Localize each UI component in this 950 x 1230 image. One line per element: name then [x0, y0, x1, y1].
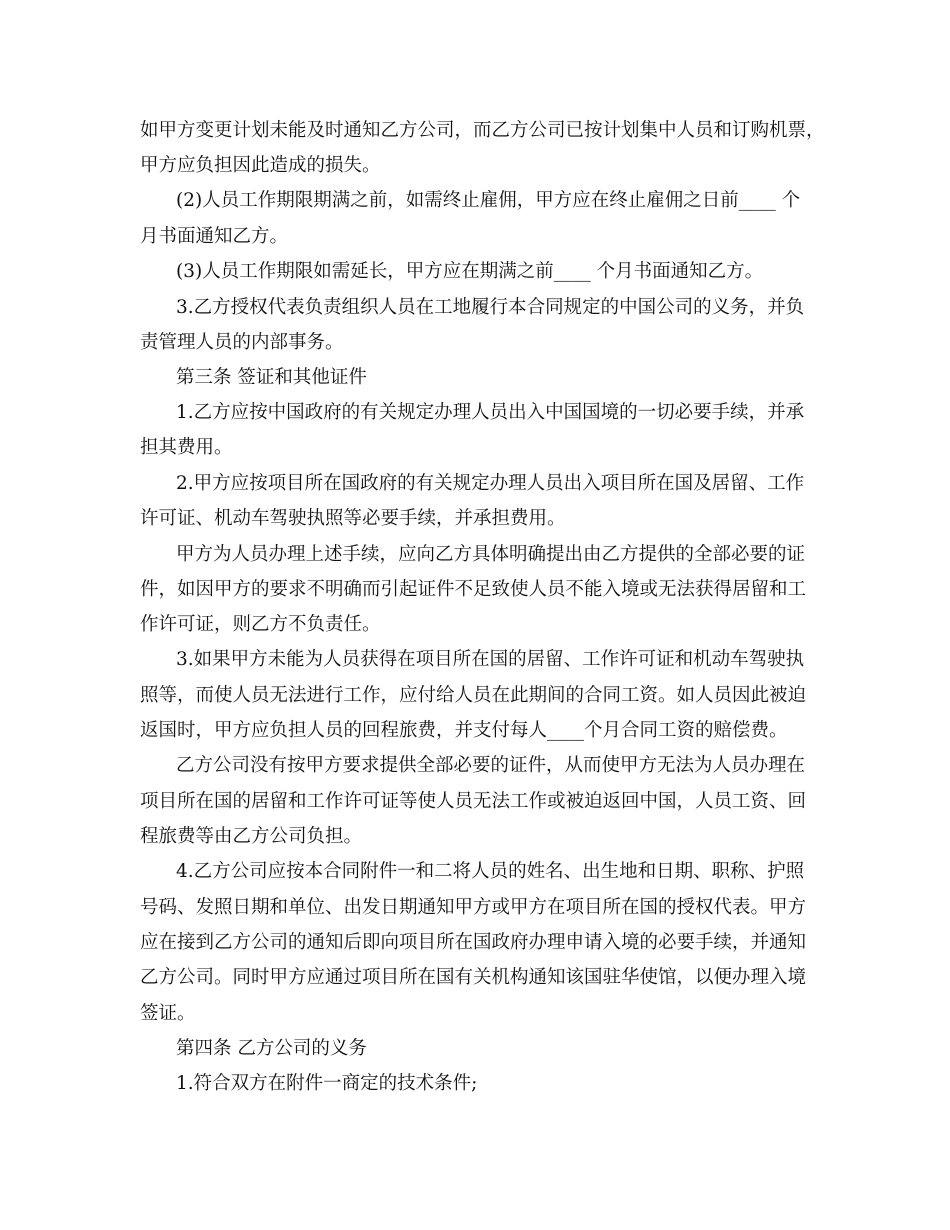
text-line: 如甲方变更计划未能及时通知乙方公司，而乙方公司已按计划集中人员和订购机票， [140, 120, 825, 141]
text-line: (2)人员工作期限期满之前，如需终止雇佣，甲方应在终止雇佣之日前____ 个 [176, 190, 801, 211]
text-line: 月书面通知乙方。 [140, 226, 289, 247]
text-line: 乙方公司没有按甲方要求提供全部必要的证件，从而使甲方无法为人员办理在 [176, 755, 806, 776]
text-line: 项目所在国的居留和工作许可证等使人员无法工作或被迫返回中国，人员工资、回 [140, 791, 807, 812]
text-line: 乙方公司。同时甲方应通过项目所在国有关机构通知该国驻华使馆，以便办理入境 [140, 967, 807, 988]
text-line: 号码、发照日期和单位、出发日期通知甲方或甲方在项目所在国的授权代表。甲方 [140, 897, 807, 918]
text-line: (3)人员工作期限如需延长，甲方应在期满之前____ 个月书面通知乙方。 [176, 261, 764, 282]
text-line: 许可证、机动车驾驶执照等必要手续，并承担费用。 [140, 508, 566, 529]
text-line: 责管理人员的内部事务。 [140, 332, 344, 353]
text-line: 3.如果甲方未能为人员获得在项目所在国的居留、工作许可证和机动车驾驶执 [176, 649, 805, 670]
text-line: 照等，而使人员无法进行工作，应付给人员在此期间的合同工资。如人员因此被迫 [140, 685, 807, 706]
text-line: 作许可证，则乙方不负责任。 [140, 614, 381, 635]
text-line: 甲方应负担因此造成的损失。 [140, 155, 381, 176]
text-line: 担其费用。 [140, 437, 233, 458]
text-line: 4.乙方公司应按本合同附件一和二将人员的姓名、出生地和日期、职称、护照 [176, 861, 805, 882]
text-line: 返国时，甲方应负担人员的回程旅费，并支付每人____个月合同工资的赔偿费。 [140, 720, 788, 741]
text-line: 签证。 [140, 1003, 196, 1024]
text-line: 1.乙方应按中国政府的有关规定办理人员出入中国国境的一切必要手续，并承 [176, 402, 805, 423]
text-line: 程旅费等由乙方公司负担。 [140, 826, 363, 847]
text-line: 件，如因甲方的要求不明确而引起证件不足致使人员不能入境或无法获得居留和工 [140, 579, 807, 600]
text-line: 1.符合双方在附件一商定的技术条件; [176, 1073, 478, 1094]
text-line: 甲方为人员办理上述手续，应向乙方具体明确提出由乙方提供的全部必要的证 [176, 544, 806, 565]
text-line: 应在接到乙方公司的通知后即向项目所在国政府办理申请入境的必要手续，并通知 [140, 932, 807, 953]
section-heading: 第四条 乙方公司的义务 [176, 1038, 367, 1059]
text-line: 3.乙方授权代表负责组织人员在工地履行本合同规定的中国公司的义务，并负 [176, 297, 805, 318]
text-line: 2.甲方应按项目所在国政府的有关规定办理人员出入项目所在国及居留、工作 [176, 473, 805, 494]
section-heading: 第三条 签证和其他证件 [176, 367, 367, 388]
